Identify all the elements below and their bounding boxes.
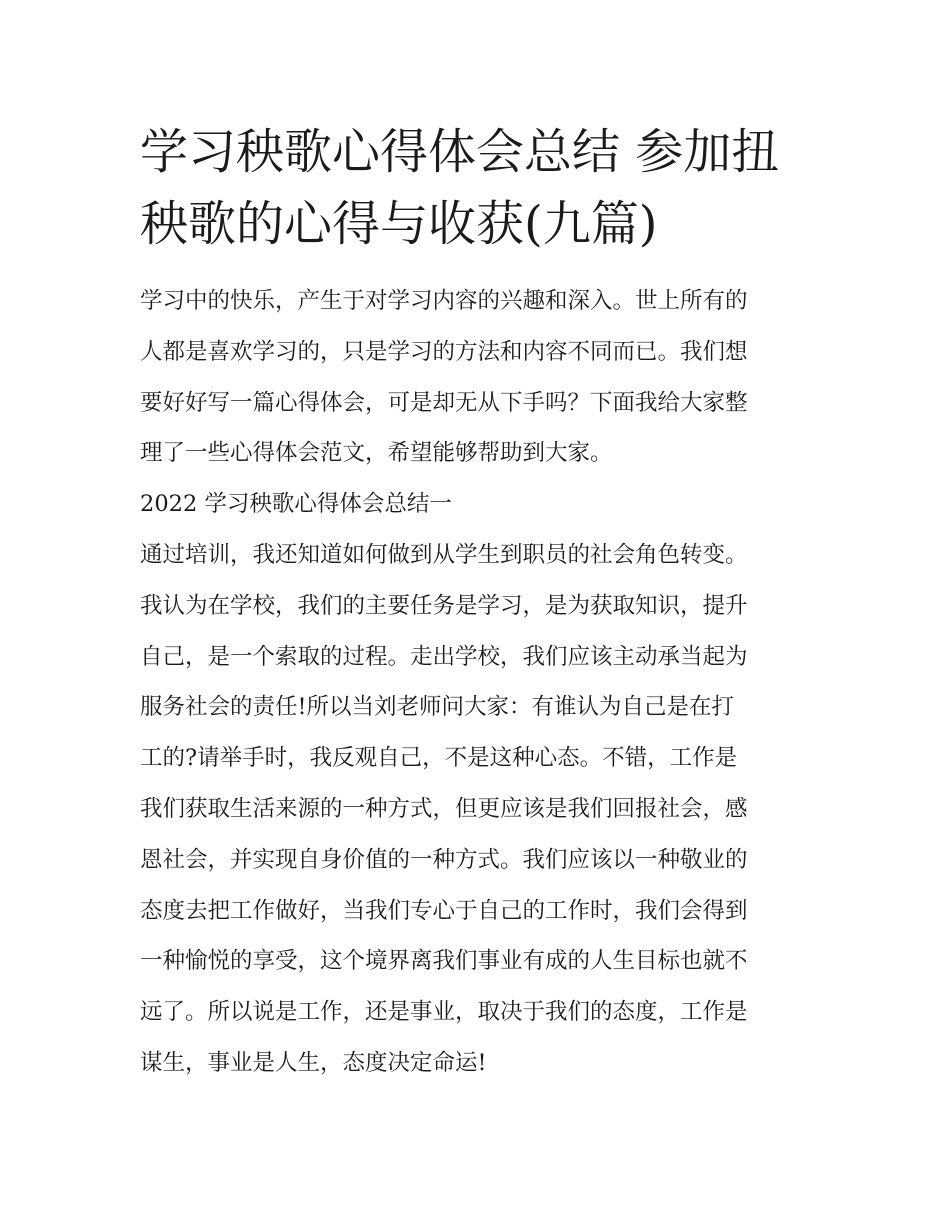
section-line: 我认为在学校，我们的主要任务是学习，是为获取知识，提升 [140,592,748,619]
title-line: 秧歌的心得与收获(九篇) [140,196,658,252]
intro-line: 学习中的快乐，产生于对学习内容的兴趣和深入。世上所有的 [140,288,748,314]
section-line: 服务社会的责任!所以当刘老师问大家：有谁认为自己是在打 [140,694,735,721]
intro-line: 要好好写一篇心得体会，可是却无从下手吗？下面我给大家整 [140,389,748,416]
section-line: 自己，是一个索取的过程。走出学校，我们应该主动承当起为 [140,643,748,670]
section-line: 谋生，事业是人生，态度决定命运! [140,1049,487,1076]
section-line: 一种愉悦的享受，这个境界离我们事业有成的人生目标也就不 [140,948,748,975]
section-paragraph [140,530,820,1089]
section-heading: 2022 学习秧歌心得体会总结一 [140,491,452,518]
document-title [140,116,820,260]
title-line: 学习秧歌心得体会总结 参加扭 [140,124,780,180]
section-line: 态度去把工作做好，当我们专心于自己的工作时，我们会得到 [140,897,748,924]
section-line: 我们获取生活来源的一种方式，但更应该是我们回报社会，感 [140,795,748,822]
intro-line: 人都是喜欢学习的，只是学习的方法和内容不同而已。我们想 [140,338,748,365]
section-line: 工的?请举手时，我反观自己，不是这种心态。不错，工作是 [140,745,738,772]
document-body [140,276,820,1089]
intro-paragraph [140,276,820,479]
section-line: 恩社会，并实现自身价值的一种方式。我们应该以一种敬业的 [140,846,748,873]
intro-line: 理了一些心得体会范文，希望能够帮助到大家。 [140,440,613,467]
section-line: 通过培训，我还知道如何做到从学生到职员的社会角色转变。 [140,541,748,568]
section-line: 远了。所以说是工作，还是事业，取决于我们的态度，工作是 [140,999,748,1026]
